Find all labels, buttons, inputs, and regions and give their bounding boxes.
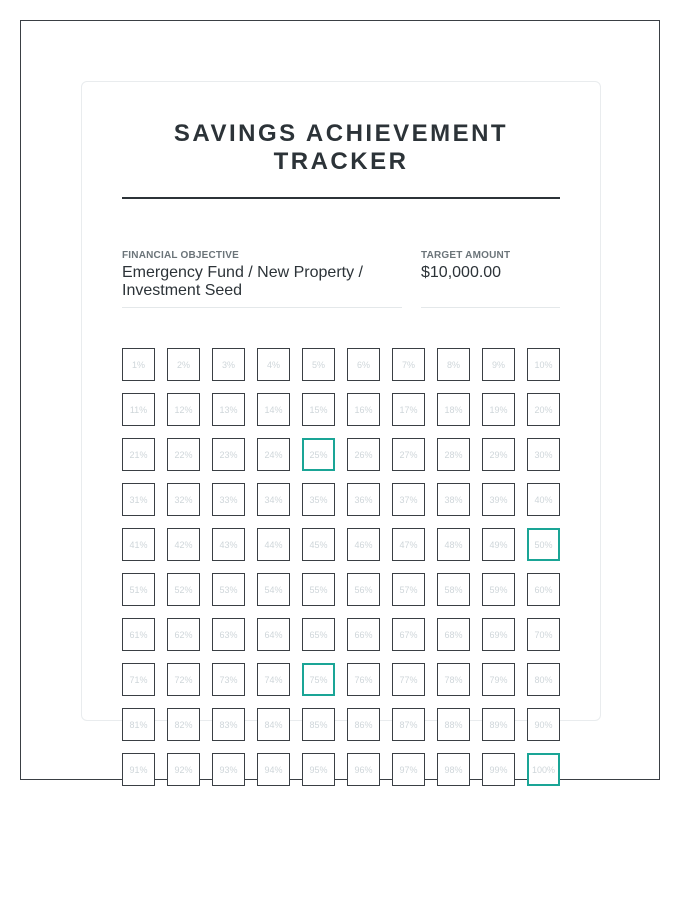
target-amount-underline xyxy=(421,307,560,308)
progress-cell[interactable]: 66% xyxy=(347,618,380,651)
progress-cell[interactable]: 32% xyxy=(167,483,200,516)
progress-cell[interactable]: 17% xyxy=(392,393,425,426)
progress-cell[interactable]: 69% xyxy=(482,618,515,651)
progress-cell[interactable]: 95% xyxy=(302,753,335,786)
progress-cell[interactable]: 31% xyxy=(122,483,155,516)
progress-cell[interactable]: 63% xyxy=(212,618,245,651)
target-amount-field[interactable] xyxy=(421,250,560,282)
progress-cell[interactable]: 49% xyxy=(482,528,515,561)
progress-cell[interactable]: 70% xyxy=(527,618,560,651)
financial-objective-underline xyxy=(122,307,402,308)
progress-cell[interactable]: 78% xyxy=(437,663,470,696)
progress-cell[interactable]: 39% xyxy=(482,483,515,516)
progress-cell[interactable]: 73% xyxy=(212,663,245,696)
progress-cell[interactable]: 48% xyxy=(437,528,470,561)
progress-cell[interactable]: 3% xyxy=(212,348,245,381)
progress-cell[interactable]: 23% xyxy=(212,438,245,471)
progress-cell[interactable]: 53% xyxy=(212,573,245,606)
progress-cell[interactable]: 43% xyxy=(212,528,245,561)
progress-cell[interactable]: 65% xyxy=(302,618,335,651)
progress-cell[interactable]: 34% xyxy=(257,483,290,516)
progress-cell[interactable]: 19% xyxy=(482,393,515,426)
milestone-cell[interactable]: 50% xyxy=(527,528,560,561)
progress-cell[interactable]: 30% xyxy=(527,438,560,471)
progress-cell[interactable]: 1% xyxy=(122,348,155,381)
progress-cell[interactable]: 71% xyxy=(122,663,155,696)
progress-cell[interactable]: 5% xyxy=(302,348,335,381)
progress-cell[interactable]: 99% xyxy=(482,753,515,786)
progress-cell[interactable]: 86% xyxy=(347,708,380,741)
progress-cell[interactable]: 62% xyxy=(167,618,200,651)
progress-cell[interactable]: 36% xyxy=(347,483,380,516)
progress-cell[interactable]: 47% xyxy=(392,528,425,561)
progress-cell[interactable]: 64% xyxy=(257,618,290,651)
progress-cell[interactable]: 82% xyxy=(167,708,200,741)
progress-cell[interactable]: 84% xyxy=(257,708,290,741)
progress-cell[interactable]: 40% xyxy=(527,483,560,516)
progress-cell[interactable]: 26% xyxy=(347,438,380,471)
progress-cell[interactable]: 67% xyxy=(392,618,425,651)
progress-cell[interactable]: 93% xyxy=(212,753,245,786)
progress-cell[interactable]: 29% xyxy=(482,438,515,471)
progress-cell[interactable]: 74% xyxy=(257,663,290,696)
progress-cell[interactable]: 83% xyxy=(212,708,245,741)
progress-cell[interactable]: 88% xyxy=(437,708,470,741)
progress-cell[interactable]: 46% xyxy=(347,528,380,561)
page-title: SAVINGS ACHIEVEMENT TRACKER xyxy=(173,120,509,175)
title-divider xyxy=(122,197,560,199)
progress-cell[interactable]: 91% xyxy=(122,753,155,786)
progress-cell[interactable]: 54% xyxy=(257,573,290,606)
progress-cell[interactable]: 57% xyxy=(392,573,425,606)
financial-objective-field[interactable] xyxy=(122,250,402,300)
progress-cell[interactable]: 94% xyxy=(257,753,290,786)
progress-cell[interactable]: 81% xyxy=(122,708,155,741)
progress-cell[interactable]: 72% xyxy=(167,663,200,696)
progress-cell[interactable]: 15% xyxy=(302,393,335,426)
progress-cell[interactable]: 37% xyxy=(392,483,425,516)
progress-cell[interactable]: 27% xyxy=(392,438,425,471)
progress-cell[interactable]: 14% xyxy=(257,393,290,426)
progress-cell[interactable]: 35% xyxy=(302,483,335,516)
progress-cell[interactable]: 92% xyxy=(167,753,200,786)
progress-cell[interactable]: 97% xyxy=(392,753,425,786)
progress-cell[interactable]: 22% xyxy=(167,438,200,471)
financial-objective-label: FINANCIAL OBJECTIVE xyxy=(122,250,239,261)
progress-cell[interactable]: 2% xyxy=(167,348,200,381)
progress-cell[interactable]: 21% xyxy=(122,438,155,471)
progress-cell[interactable]: 56% xyxy=(347,573,380,606)
progress-cell[interactable]: 45% xyxy=(302,528,335,561)
progress-cell[interactable]: 85% xyxy=(302,708,335,741)
progress-cell[interactable]: 96% xyxy=(347,753,380,786)
progress-cell[interactable]: 55% xyxy=(302,573,335,606)
progress-cell[interactable]: 89% xyxy=(482,708,515,741)
progress-cell[interactable]: 87% xyxy=(392,708,425,741)
progress-cell[interactable]: 24% xyxy=(257,438,290,471)
progress-cell[interactable]: 11% xyxy=(122,393,155,426)
progress-cell[interactable]: 9% xyxy=(482,348,515,381)
progress-cell[interactable]: 58% xyxy=(437,573,470,606)
milestone-cell[interactable]: 100% xyxy=(527,753,560,786)
progress-cell[interactable]: 18% xyxy=(437,393,470,426)
progress-cell[interactable]: 16% xyxy=(347,393,380,426)
progress-cell[interactable]: 44% xyxy=(257,528,290,561)
progress-grid xyxy=(122,348,560,786)
progress-cell[interactable]: 20% xyxy=(527,393,560,426)
progress-cell[interactable]: 7% xyxy=(392,348,425,381)
progress-cell[interactable]: 76% xyxy=(347,663,380,696)
target-amount-value[interactable]: $10,000.00 xyxy=(421,264,502,281)
progress-cell[interactable]: 52% xyxy=(167,573,200,606)
progress-cell[interactable]: 8% xyxy=(437,348,470,381)
progress-cell[interactable]: 4% xyxy=(257,348,290,381)
progress-cell[interactable]: 68% xyxy=(437,618,470,651)
progress-cell[interactable]: 41% xyxy=(122,528,155,561)
target-amount-label: TARGET AMOUNT xyxy=(421,250,511,261)
progress-cell[interactable]: 33% xyxy=(212,483,245,516)
progress-cell[interactable]: 79% xyxy=(482,663,515,696)
progress-cell[interactable]: 6% xyxy=(347,348,380,381)
progress-cell[interactable]: 90% xyxy=(527,708,560,741)
progress-cell[interactable]: 59% xyxy=(482,573,515,606)
progress-cell[interactable]: 13% xyxy=(212,393,245,426)
progress-cell[interactable]: 10% xyxy=(527,348,560,381)
progress-cell[interactable]: 98% xyxy=(437,753,470,786)
progress-cell[interactable]: 77% xyxy=(392,663,425,696)
milestone-cell[interactable]: 25% xyxy=(302,438,335,471)
financial-objective-value[interactable]: Emergency Fund / New Property / Investment Seed xyxy=(122,264,363,299)
progress-cell[interactable]: 60% xyxy=(527,573,560,606)
progress-cell[interactable]: 61% xyxy=(122,618,155,651)
milestone-cell[interactable]: 75% xyxy=(302,663,335,696)
progress-cell[interactable]: 28% xyxy=(437,438,470,471)
progress-cell[interactable]: 51% xyxy=(122,573,155,606)
progress-cell[interactable]: 80% xyxy=(527,663,560,696)
progress-cell[interactable]: 38% xyxy=(437,483,470,516)
progress-cell[interactable]: 42% xyxy=(167,528,200,561)
progress-cell[interactable]: 12% xyxy=(167,393,200,426)
